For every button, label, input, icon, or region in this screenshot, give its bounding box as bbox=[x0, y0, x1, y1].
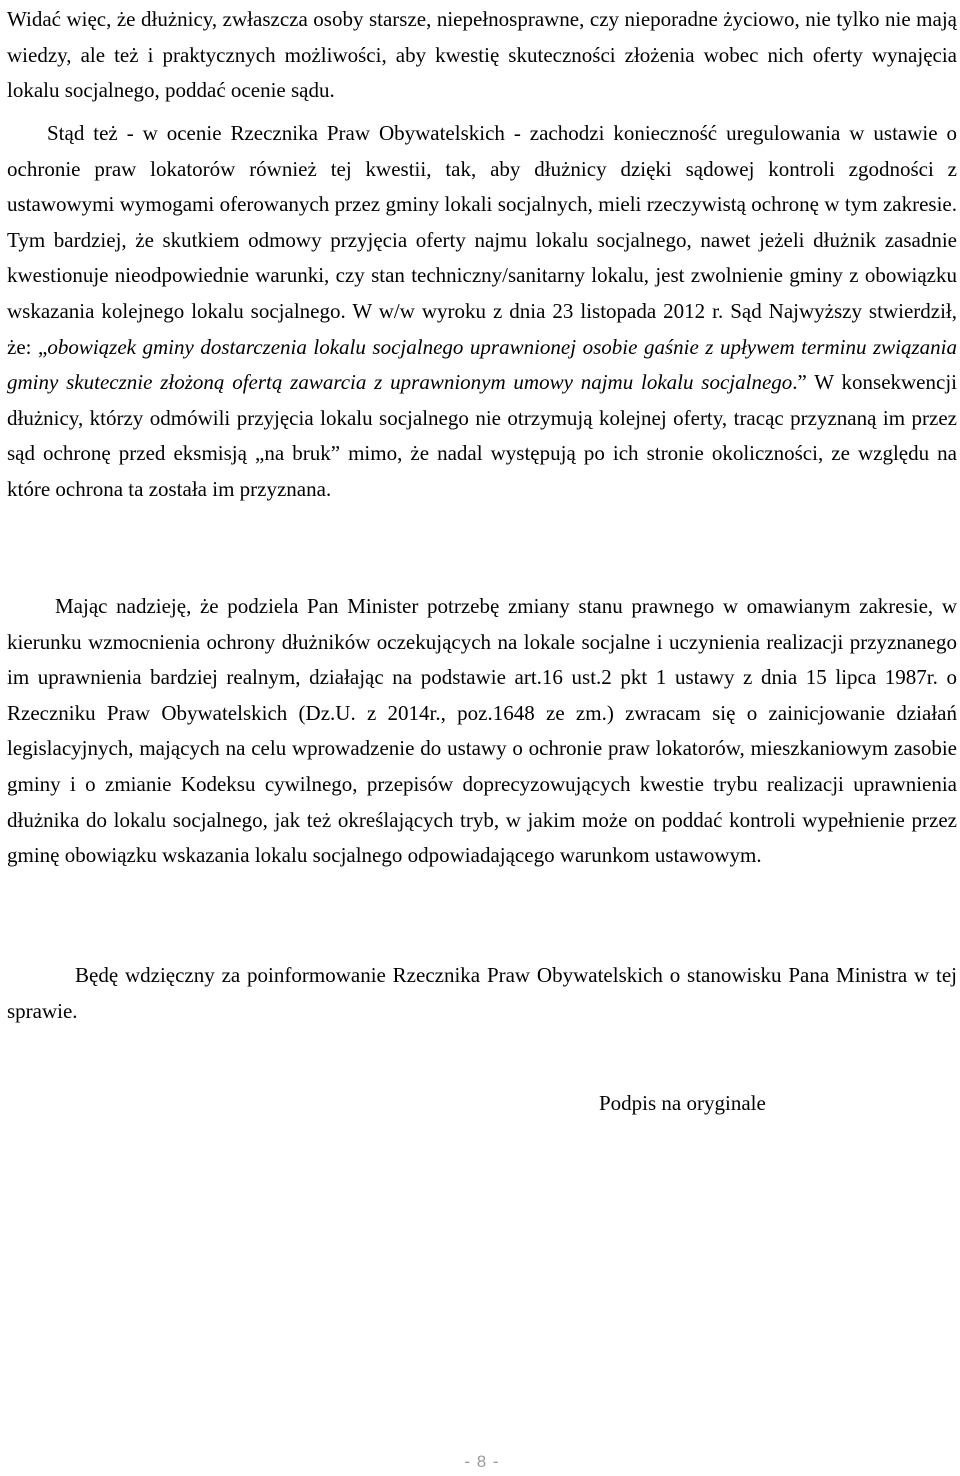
document-page bbox=[7, 0, 957, 1476]
paragraph-2 bbox=[7, 116, 957, 508]
paragraph-2-text-before-quote: Stąd też - w ocenie Rzecznika Praw Obywatelskich - zachodzi konieczność uregulowania w ustawie o ochronie praw lokatorów również tej kwestii, tak, aby dłużnicy dzięki sądowej kontroli zgodności z ustawowymi wymogami oferowanych przez gminy lokali socjalnych, mieli rzeczywistą ochronę w tym zakresie. Tym bardziej, że skutkiem odmowy przyjęcia oferty najmu lokalu socjalnego, nawet jeżeli dłużnik zasadnie kwestionuje nieodpowiednie warunki, czy stan techniczny/sanitarny lokalu, jest zwolnienie gminy z obowiązku wskazania kolejnego lokalu socjalnego. W w/w wyroku z dnia 23 listopada 2012 r. Sąd Najwyższy stwierdził, że: „ bbox=[7, 121, 957, 359]
paragraph-2-text-after-quote: .” W konsekwencji dłużnicy, którzy odmówili przyjęcia lokalu socjalnego nie otrzymują kolejnej oferty, tracąc przyznaną im przez sąd ochronę przed eksmisją „na bruk” mimo, że nadal występują po ich stronie okoliczności, ze względu na które ochrona ta została im przyznana. bbox=[7, 370, 957, 501]
page-number: - 8 - bbox=[464, 1452, 500, 1471]
paragraph-3: Mając nadzieję, że podziela Pan Minister potrzebę zmiany stanu prawnego w omawianym zakresie, w kierunku wzmocnienia ochrony dłużników oczekujących na lokale socjalne i uczynienia realizacji przyznanego im uprawnienia bardziej realnym, działając na podstawie art.16 ust.2 pkt 1 ustawy z dnia 15 lipca 1987r. o Rzeczniku Praw Obywatelskich (Dz.U. z 2014r., poz.1648 ze zm.) zwracam się o zainicjowanie działań legislacyjnych, mających na celu wprowadzenie do ustawy o ochronie praw lokatorów, mieszkaniowym zasobie gminy i o zmianie Kodeksu cywilnego, przepisów doprecyzowujących kwestie trybu realizacji uprawnienia dłużnika do lokalu socjalnego, jak też określających tryb, w jakim może on poddać kontroli wypełnienie przez gminę obowiązku wskazania lokalu socjalnego odpowiadającego warunkom ustawowym. bbox=[7, 594, 957, 868]
supreme-court-quote: obowiązek gminy dostarczenia lokalu socjalnego uprawnionej osobie gaśnie z upływem terminu związania gminy skutecznie złożoną ofertą zawarcia z uprawnionym umowy najmu lokalu socjalnego bbox=[7, 334, 958, 395]
paragraph-4: Będę wdzięczny za poinformowanie Rzecznika Praw Obywatelskich o stanowisku Pana Ministra w tej sprawie. bbox=[7, 963, 957, 1023]
paragraph-1: Widać więc, że dłużnicy, zwłaszcza osoby starsze, niepełnosprawne, czy nieporadne życiowo, nie tylko nie mają wiedzy, ale też i praktycznych możliwości, aby kwestię skuteczności złożenia wobec nich oferty wynajęcia lokalu socjalnego, poddać ocenie sądu. bbox=[7, 7, 957, 103]
signature-note: Podpis na oryginale bbox=[599, 1091, 766, 1115]
